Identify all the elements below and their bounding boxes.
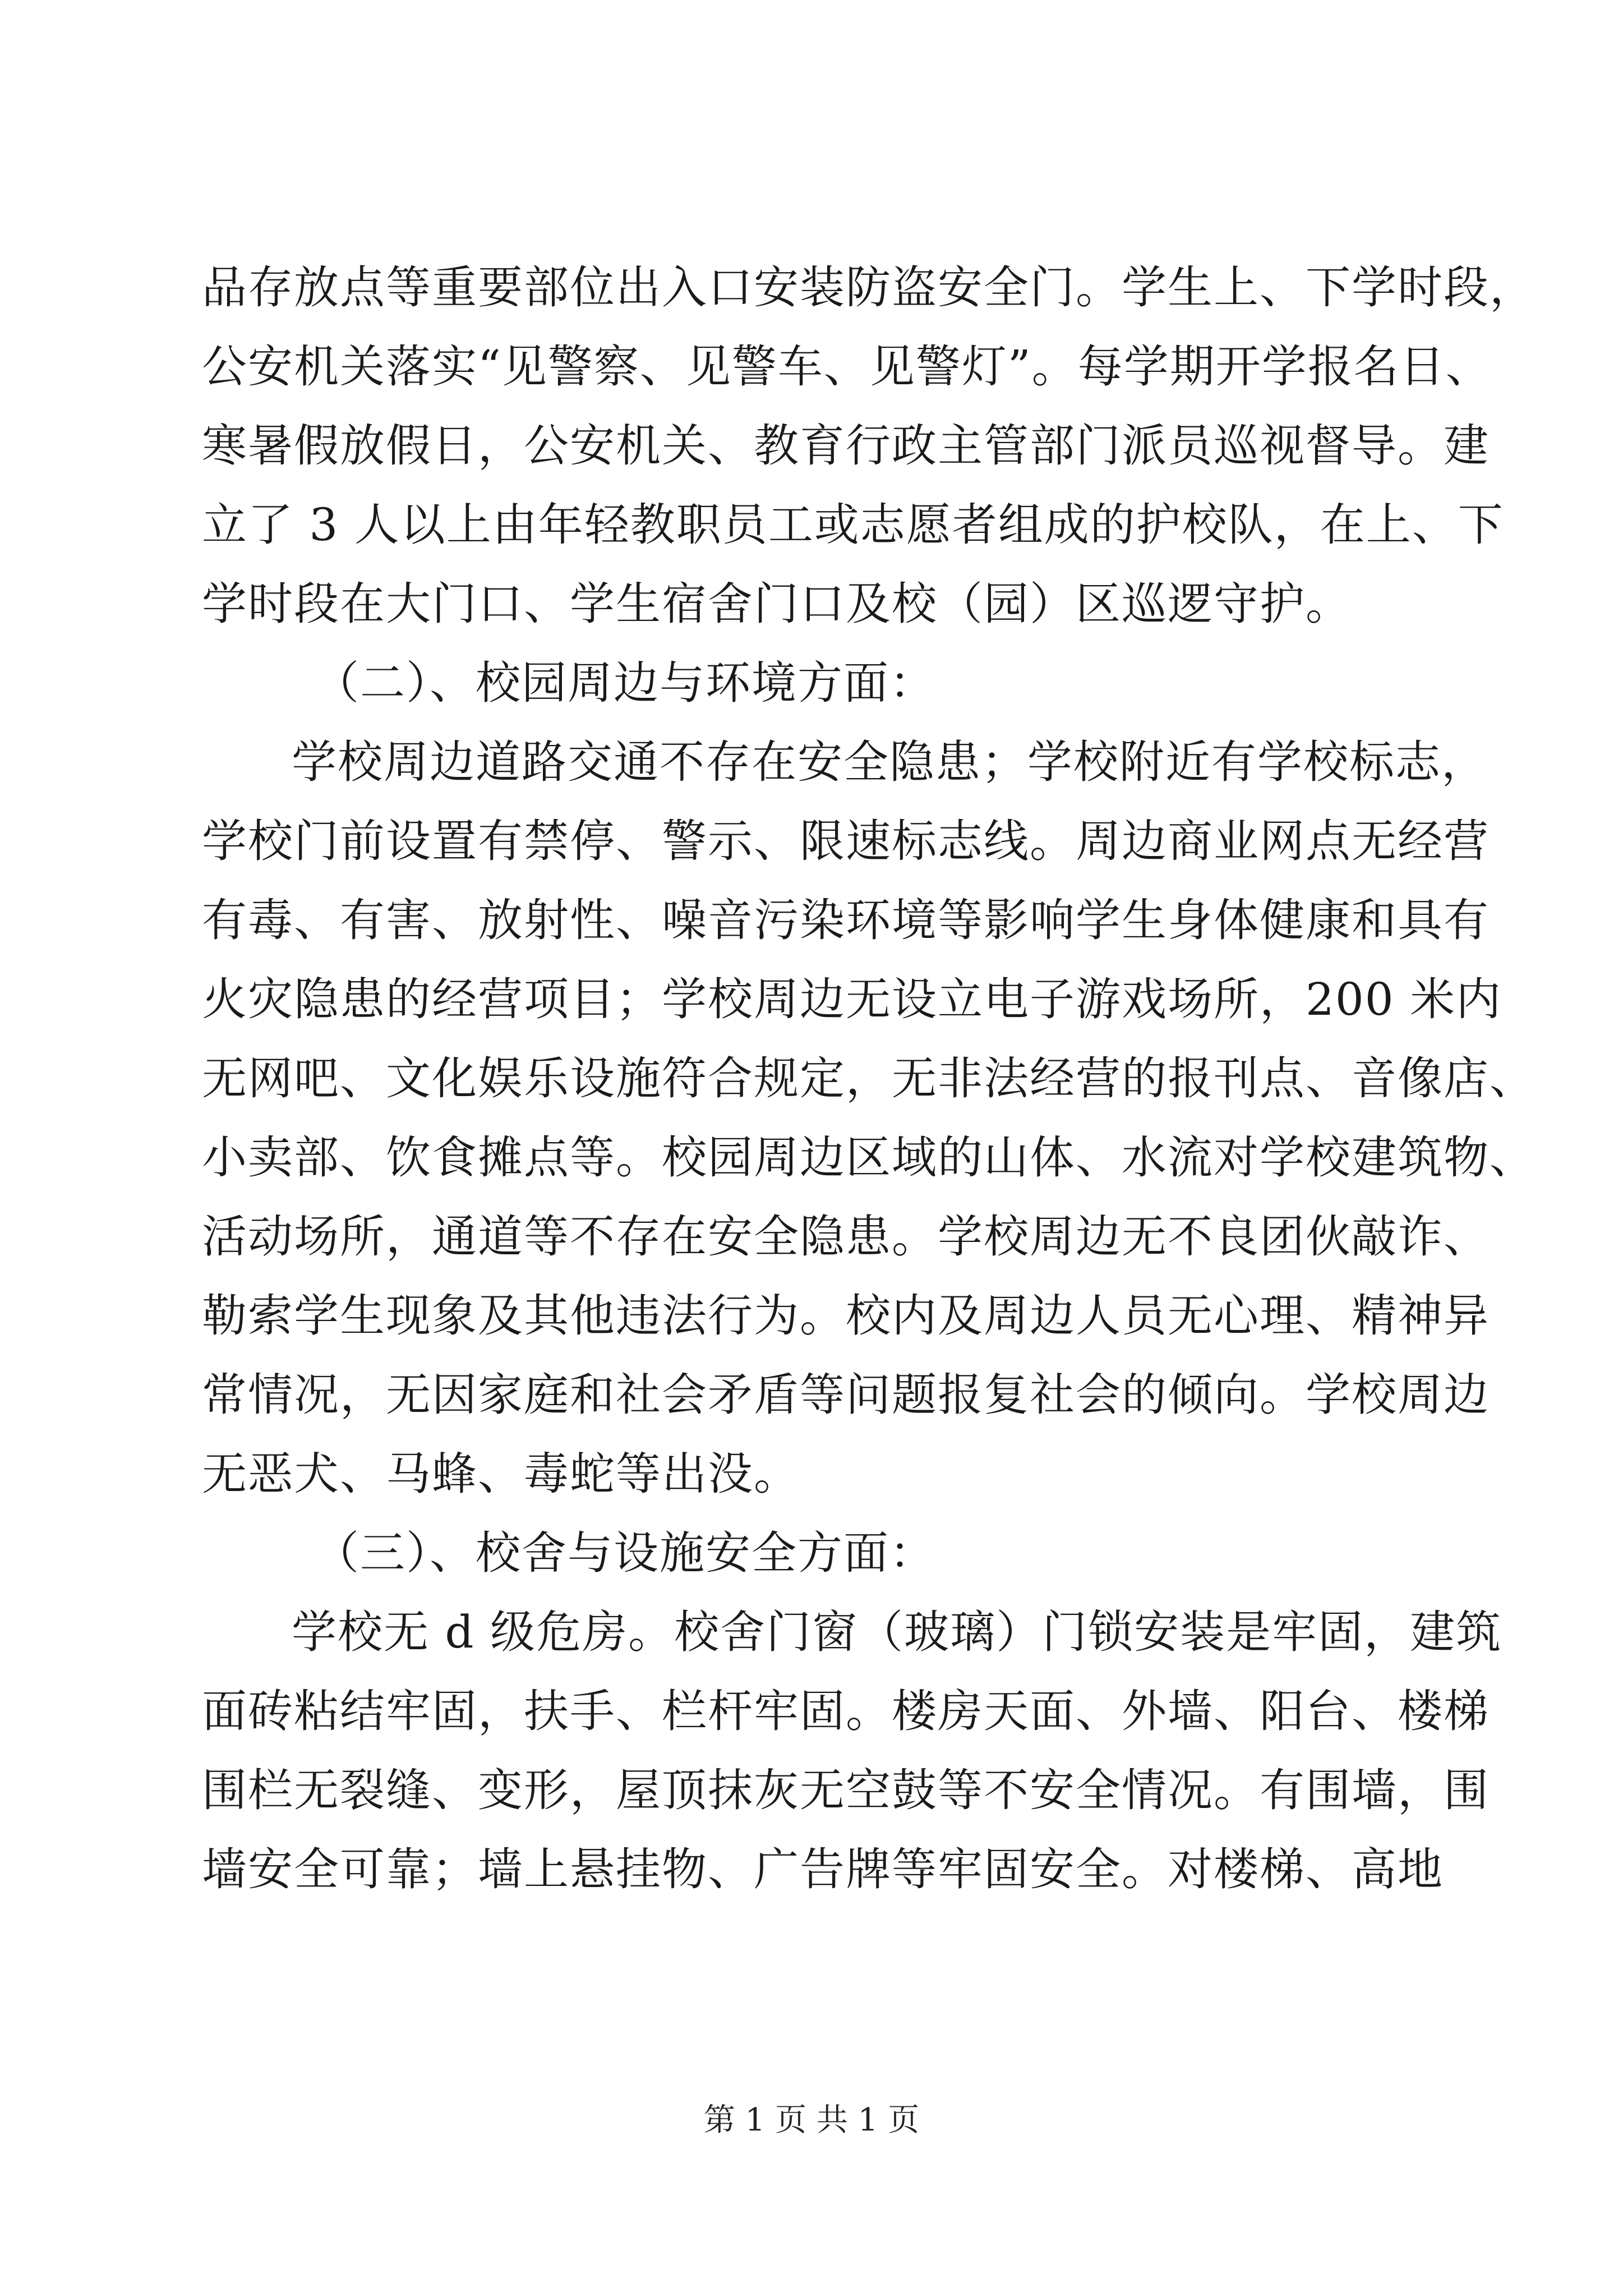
- text-line: 围栏无裂缝、变形，屋顶抹灰无空鼓等不安全情况。有围墙，围: [202, 1764, 1490, 1816]
- text-line: 寒暑假放假日，公安机关、教育行政主管部门派员巡视督导。建: [202, 420, 1490, 472]
- text-line: 勒索学生现象及其他违法行为。校内及周边人员无心理、精神异: [202, 1290, 1490, 1342]
- text-line: 常情况，无因家庭和社会矛盾等问题报复社会的倾向。学校周边: [202, 1369, 1490, 1421]
- text-line: 品存放点等重要部位出入口安装防盗安全门。学生上、下学时段，: [202, 261, 1536, 314]
- text-line: 面砖粘结牢固，扶手、栏杆牢固。楼房天面、外墙、阳台、楼梯: [202, 1685, 1490, 1737]
- text-line: 墙安全可靠；墙上悬挂物、广告牌等牢固安全。对楼梯、高地: [202, 1843, 1444, 1895]
- section-heading-3: （三）、校舍与设施安全方面：: [314, 1527, 935, 1579]
- page-footer: 第 1 页 共 1 页: [703, 2102, 920, 2138]
- text-line: 学时段在大门口、学生宿舍门口及校（园）区巡逻守护。: [202, 578, 1352, 630]
- text-line: 无恶犬、马蜂、毒蛇等出没。: [202, 1448, 800, 1500]
- text-line: 立了 3 人以上由年轻教职员工或志愿者组成的护校队，在上、下: [202, 499, 1504, 551]
- section-heading-2: （二）、校园周边与环境方面：: [314, 657, 935, 709]
- text-line: 活动场所，通道等不存在安全隐患。学校周边无不良团伙敲诈、: [202, 1211, 1490, 1263]
- text-line: 学校周边道路交通不存在安全隐患；学校附近有学校标志，: [292, 736, 1487, 788]
- text-line: 无网吧、文化娱乐设施符合规定，无非法经营的报刊点、音像店、: [202, 1052, 1536, 1105]
- text-line: 公安机关落实“见警察、见警车、见警灯”。每学期开学报名日、: [202, 341, 1492, 393]
- text-line: 学校门前设置有禁停、警示、限速标志线。周边商业网点无经营: [202, 815, 1490, 867]
- text-line: 小卖部、饮食摊点等。校园周边区域的山体、水流对学校建筑物、: [202, 1131, 1536, 1184]
- text-line: 有毒、有害、放射性、噪音污染环境等影响学生身体健康和具有: [202, 894, 1490, 946]
- text-line: 火灾隐患的经营项目；学校周边无设立电子游戏场所，200 米内: [202, 973, 1502, 1025]
- text-line: 学校无 d 级危房。校舍门窗（玻璃）门锁安装是牢固，建筑: [292, 1606, 1502, 1658]
- document-body: [202, 248, 1536, 1909]
